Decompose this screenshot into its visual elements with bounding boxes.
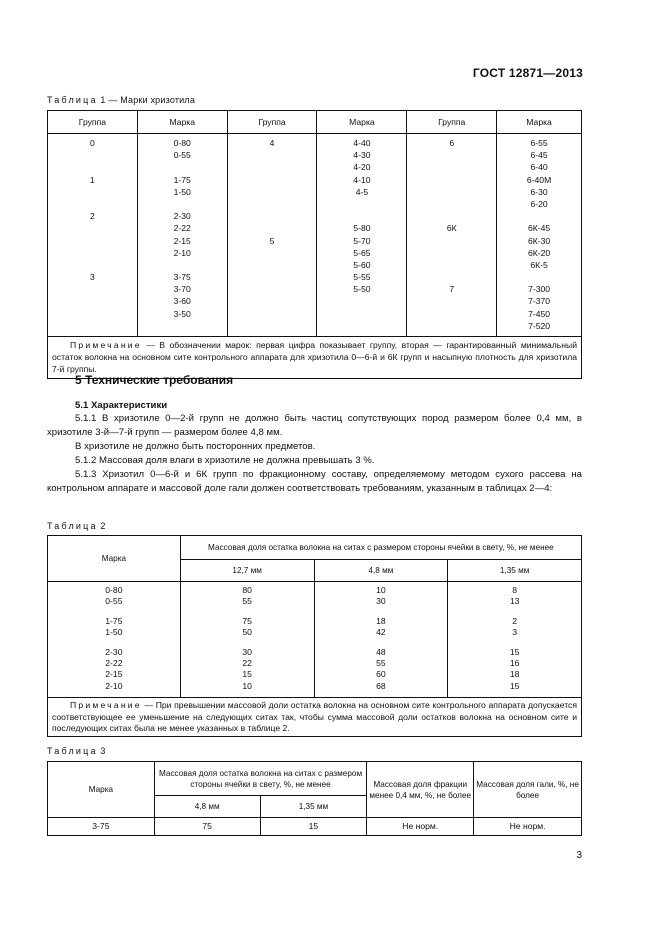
table1-cell: 7-300 (528, 284, 551, 295)
table1-cell (497, 210, 581, 222)
table1-col-mark3 (497, 134, 582, 337)
table1-cell: 5-60 (353, 259, 371, 270)
table1-cell (48, 295, 137, 307)
table1-cell (497, 271, 581, 283)
table2-cell: 0-55 (48, 596, 181, 612)
table1-cell (228, 198, 317, 210)
table1-cell (407, 235, 496, 247)
table1-cell (48, 149, 137, 161)
table2-cell: 80 (180, 582, 314, 597)
table2-header-12-7: 12,7 мм (180, 560, 314, 582)
table-row (48, 681, 582, 698)
table1-cell: 2-30 (173, 211, 191, 222)
table2-cell: 2-30 (48, 644, 181, 658)
table3-header-1-35: 1,35 мм (260, 796, 367, 818)
table1-cell: 3-75 (173, 272, 191, 283)
table3-cell-mark: 3-75 (48, 818, 155, 836)
table1-cell (228, 174, 317, 186)
table1-cell (407, 161, 496, 173)
table1-cell (228, 210, 317, 222)
table3-header-4-8: 4,8 мм (154, 796, 260, 818)
table1-cell (228, 149, 317, 161)
table1-cell: 0-55 (173, 150, 191, 161)
table1-cell: 4-20 (353, 162, 371, 173)
table3-header-span: Массовая доля остатка волокна на ситах с размером стороны ячейки в свету, %, не менее (154, 762, 367, 796)
table1-cell (228, 308, 317, 320)
table1-cell: 1-75 (173, 174, 191, 185)
table2-cell: 2 (448, 613, 582, 627)
table2 (47, 535, 582, 737)
table2-cell: 75 (180, 613, 314, 627)
table1-col-mark1 (137, 134, 227, 337)
table-row (48, 596, 582, 612)
table2-cell: 1-75 (48, 613, 181, 627)
table2-note-text: — При превышении массовой доли остатка волокна на основном сите контрольного аппарата допускается соответствующее ее уменьшение на следующих ситах так, чтобы сумма массовой доли остатков волокна на основном сите и последующих ситах была не менее указанных в таблице 2. (52, 700, 577, 734)
table-row (48, 818, 582, 836)
table2-cell: 42 (314, 627, 448, 643)
table1-cell (407, 210, 496, 222)
table1-cell: 2-10 (173, 247, 191, 258)
table2-cell: 30 (314, 596, 448, 612)
table1-cell: 4 (269, 138, 275, 148)
table1-cell (407, 247, 496, 259)
table1-col-mark2 (317, 134, 407, 337)
table2-cell: 1-50 (48, 627, 181, 643)
table1-header-group3: Группа (407, 111, 497, 134)
table1-cell (407, 259, 496, 271)
table1-cell: 6К (446, 223, 457, 234)
table1-cell: 6К-30 (527, 235, 551, 246)
table1-cell (48, 161, 137, 173)
table3-caption-number: 3 (97, 746, 106, 756)
table2-cell: 68 (314, 681, 448, 698)
para-5-1-1: 5.1.1 В хризотиле 0—2-й групп не должно быть частиц сопутствующих пород размером более 0,4 мм, в хризотиле 3-й—7-й групп — размером более 4,8 мм. (47, 413, 582, 438)
table1-cell: 5-50 (353, 284, 371, 295)
table2-cell: 15 (448, 681, 582, 698)
table2-header-1-35: 1,35 мм (448, 560, 582, 582)
table1-cell (228, 271, 317, 283)
table1-cell: 6 (449, 138, 455, 148)
table2-header-mark: Марка (48, 536, 181, 582)
table2-note-label: Примечание (70, 700, 142, 711)
table1-note (48, 337, 582, 379)
para-5-1-3: 5.1.3 Хризотил 0—6-й и 6К групп по фракционному составу, определяемому методом сухого рассева на контрольном аппарате и массовой доле гали должен соответствовать требованиям, указанным в таблицах 2—4: (47, 469, 582, 494)
table1-cell (138, 259, 227, 271)
table1-cell (228, 259, 317, 271)
table3-header-mark: Марка (48, 762, 155, 818)
table3-cell-1-35: 15 (260, 818, 367, 836)
table1-cell: 0 (90, 138, 95, 148)
table1-cell: 7-450 (528, 308, 551, 319)
table1-cell (48, 222, 137, 234)
table3-caption-label: Таблица (47, 746, 98, 756)
table1-cell (317, 210, 406, 222)
table1-cell: 3-70 (173, 284, 191, 295)
table1-cell (48, 186, 137, 198)
table1-cell: 6-40М (526, 174, 552, 185)
table1-cell (228, 222, 317, 234)
table2-cell: 18 (448, 669, 582, 680)
table1-note-label: Примечание (70, 340, 142, 350)
table1-col-group2 (227, 134, 317, 337)
table3-cell-fraction: Не норм. (367, 818, 474, 836)
table1-cell (317, 198, 406, 210)
table1-cell: 4-10 (353, 174, 371, 185)
para-foreign-objects: В хризотиле не должно быть посторонних предметов. (75, 441, 316, 452)
table1-cell: 5-80 (353, 223, 371, 234)
table2-cell: 15 (448, 644, 582, 658)
table2-cell: 48 (314, 644, 448, 658)
table1-caption (47, 95, 195, 105)
table1-cell: 6-40 (530, 162, 548, 173)
table1-cell (228, 295, 317, 307)
table1-header-group1: Группа (48, 111, 138, 134)
table2-cell: 15 (180, 669, 314, 680)
table2-header-4-8: 4,8 мм (314, 560, 448, 582)
table1-cell (407, 295, 496, 307)
table1-cell (407, 174, 496, 186)
table1-cell (407, 186, 496, 198)
table1-col-group1 (48, 134, 138, 337)
para-5-1-2: 5.1.2 Массовая доля влаги в хризотиле не должна превышать 3 %. (75, 455, 375, 466)
table1-cell: 6-30 (530, 186, 548, 197)
table1-cell (317, 308, 406, 320)
table1-cell: 2-15 (173, 235, 191, 246)
table1-cell: 4-5 (355, 186, 369, 197)
table1-cell (407, 271, 496, 283)
table2-cell: 8 (448, 582, 582, 597)
table-row (48, 613, 582, 627)
table2-cell: 2-15 (48, 669, 181, 680)
table1-cell (48, 259, 137, 271)
table1-cell: 6-45 (530, 150, 548, 161)
table1-caption-title: 1 — Марки хризотила (97, 95, 196, 105)
table1-cell (407, 149, 496, 161)
table2-cell: 10 (180, 681, 314, 698)
table2-cell: 55 (180, 596, 314, 612)
table1-cell (48, 283, 137, 295)
table3-cell-4-8: 75 (154, 818, 260, 836)
table1-cell: 5-65 (353, 247, 371, 258)
table1-cell: 0-80 (173, 138, 191, 148)
table-row (48, 669, 582, 680)
page-number: 3 (576, 850, 582, 861)
table1-cell: 3-60 (173, 296, 191, 307)
table1-cell (407, 198, 496, 210)
table-row (48, 582, 582, 597)
table2-cell: 13 (448, 596, 582, 612)
table1-cell: 6К-20 (527, 247, 551, 258)
standard-header: ГОСТ 12871—2013 (472, 66, 583, 80)
table1-cell: 5-70 (353, 235, 371, 246)
table1-cell: 6-20 (530, 198, 548, 209)
table-row (48, 627, 582, 643)
table-row (48, 658, 582, 669)
table2-cell: 50 (180, 627, 314, 643)
table2-cell: 2-22 (48, 658, 181, 669)
table2-cell: 60 (314, 669, 448, 680)
table2-cell: 22 (180, 658, 314, 669)
table1-header-mark1: Марка (137, 111, 227, 134)
table1-cell: 1 (90, 174, 95, 185)
table1-cell: 7-370 (528, 296, 551, 307)
section51-title: 5.1 Характеристики (75, 400, 168, 411)
table1-cell (228, 161, 317, 173)
table2-caption-label: Таблица (47, 521, 98, 531)
table2-note (48, 698, 582, 737)
table1-cell: 2-22 (173, 223, 191, 234)
table1-cell: 5 (269, 235, 275, 246)
table2-header-span: Массовая доля остатка волокна на ситах с размером стороны ячейки в свету, %, не менее (180, 536, 581, 560)
table2-caption-number: 2 (97, 521, 106, 531)
table1-header-group2: Группа (227, 111, 317, 134)
table2-cell: 16 (448, 658, 582, 669)
table2-cell: 10 (314, 582, 448, 597)
table1-cell: 7-520 (528, 320, 551, 331)
table2-body (48, 582, 582, 698)
table1-cell (317, 295, 406, 307)
table-row (48, 644, 582, 658)
table1-cell: 5-55 (353, 272, 371, 283)
table2-cell: 18 (314, 613, 448, 627)
table1-cell (228, 186, 317, 198)
table3 (47, 761, 582, 836)
table1-cell (138, 161, 227, 173)
table2-cell: 3 (448, 627, 582, 643)
table1-cell (48, 235, 137, 247)
table1-cell: 4-30 (353, 150, 371, 161)
table1-cell (407, 308, 496, 320)
table1-cell (48, 198, 137, 210)
table3-header-fraction: Массовая доля фракции менее 0,4 мм, %, не более (367, 762, 474, 818)
table1-cell: 3-50 (173, 308, 191, 319)
section5-title: 5 Технические требования (75, 373, 234, 387)
table1-col-group3 (407, 134, 497, 337)
table1-cell: 3 (90, 272, 95, 283)
table1-cell (228, 247, 317, 259)
table2-cell: 2-10 (48, 681, 181, 698)
table3-header-gal: Массовая доля гали, %, не более (474, 762, 582, 818)
table1-cell: 6К-5 (530, 259, 548, 270)
table1-cell (48, 308, 137, 320)
table1-caption-label: Таблица (47, 95, 98, 105)
table1-cell: 1-50 (173, 186, 191, 197)
table1-cell: 4-40 (353, 138, 371, 148)
table1-cell (228, 283, 317, 295)
table1-header-mark3: Марка (497, 111, 582, 134)
table1-cell (48, 247, 137, 259)
table2-cell: 0-80 (48, 582, 181, 597)
table1-note-text: — В обозначении марок: первая цифра показывает группу, вторая — гарантированный минимальный остаток волокна на основном сите контрольного аппарата для хризотила 0—6-й и 6К групп и насыпную плотность для хризотила 7-й группы. (52, 340, 577, 375)
table2-cell: 55 (314, 658, 448, 669)
table2-caption (47, 521, 106, 531)
table2-cell: 30 (180, 644, 314, 658)
table1-cell: 7 (449, 284, 455, 295)
table1 (47, 110, 582, 379)
table1-cell (138, 198, 227, 210)
table1-cell: 6-55 (530, 138, 548, 148)
table1-cell: 2 (90, 211, 95, 222)
table3-caption (47, 746, 106, 756)
table1-header-mark2: Марка (317, 111, 407, 134)
table3-cell-gal: Не норм. (474, 818, 582, 836)
table1-cell: 6К-45 (527, 223, 551, 234)
